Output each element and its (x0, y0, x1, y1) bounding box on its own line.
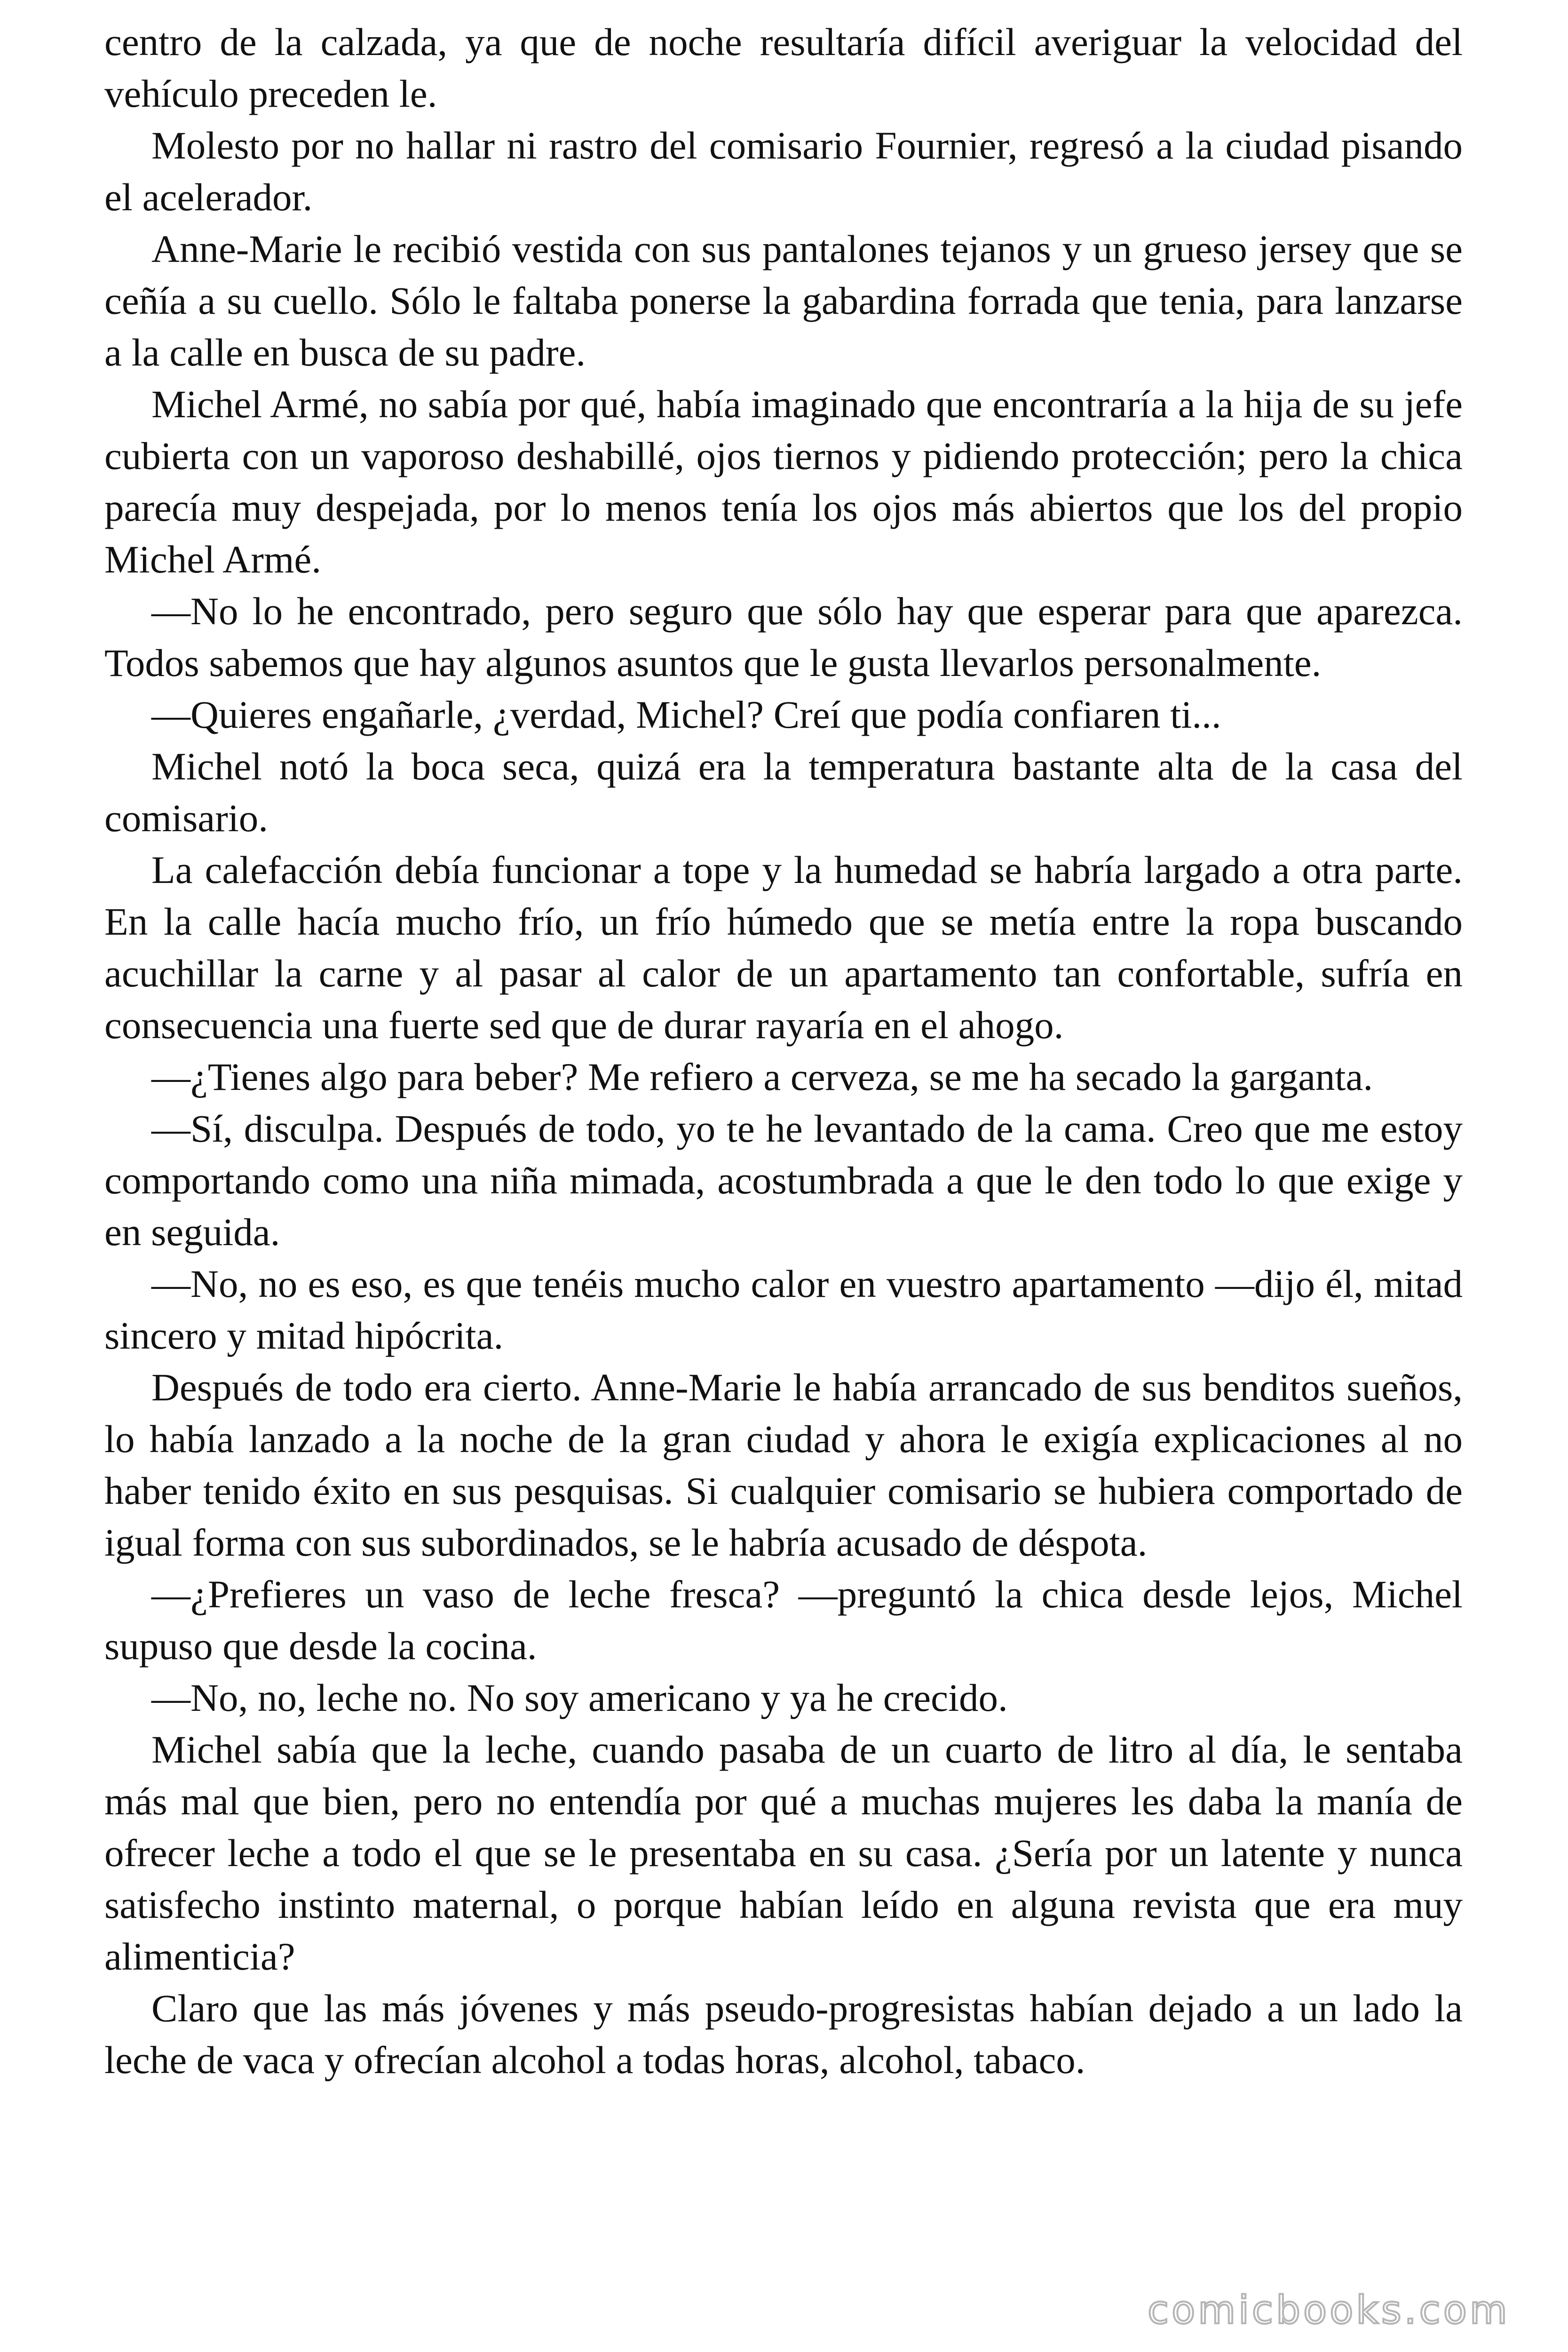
paragraph: Anne-Marie le recibió vestida con sus pantalones tejanos y un grueso jersey que se ceñía a su cuello. Sólo le faltaba ponerse la gabardina forrada que tenia, para lanzarse a la calle en busca de su padre. (104, 227, 1463, 374)
dialogue-paragraph: —No lo he encontrado, pero seguro que sólo hay que esperar para que aparezca. Todos sabemos que hay algunos asuntos que le gusta llevarlos personalmente. (104, 589, 1463, 684)
dialogue-paragraph: —¿Prefieres un vaso de leche fresca? —preguntó la chica desde lejos, Michel supuso que desde la cocina. (104, 1573, 1463, 1668)
paragraph-continued: centro de la calzada, ya que de noche resultaría difícil averiguar la velocidad del vehículo preceden le. (104, 20, 1463, 115)
paragraph: Michel notó la boca seca, quizá era la temperatura bastante alta de la casa del comisario. (104, 745, 1463, 840)
paragraph: Molesto por no hallar ni rastro del comisario Fournier, regresó a la ciudad pisando el acelerador. (104, 124, 1463, 219)
document-page (104, 16, 1463, 2086)
paragraph: Michel sabía que la leche, cuando pasaba de un cuarto de litro al día, le sentaba más mal que bien, pero no entendía por qué a muchas mujeres les daba la manía de ofrecer leche a todo el que se le presentaba en su casa. ¿Sería por un latente y nunca satisfecho instinto maternal, o porque habían leído en alguna revista que era muy alimenticia? (104, 1728, 1463, 1978)
dialogue-paragraph: —No, no, leche no. No soy americano y ya he crecido. (151, 1676, 1008, 1719)
paragraph: Michel Armé, no sabía por qué, había imaginado que encontraría a la hija de su jefe cubierta con un vaporoso deshabillé, ojos tiernos y pidiendo protección; pero la chica parecía muy despejada, por lo menos tenía los ojos más abiertos que los del propio Michel Armé. (104, 382, 1463, 581)
paragraph: Después de todo era cierto. Anne-Marie le había arrancado de sus benditos sueños, lo había lanzado a la noche de la gran ciudad y ahora le exigía explicaciones al no haber tenido éxito en sus pesquisas. Si cualquier comisario se hubiera comportado de igual forma con sus subordinados, se le habría acusado de déspota. (104, 1366, 1463, 1564)
dialogue-paragraph: —Sí, disculpa. Después de todo, yo te he levantado de la cama. Creo que me estoy comportando como una niña mimada, acostumbrada a que le den todo lo que exige y en seguida. (104, 1107, 1463, 1254)
dialogue-paragraph: —Quieres engañarle, ¿verdad, Michel? Creí que podía confiaren ti... (151, 693, 1221, 736)
dialogue-paragraph: —¿Tienes algo para beber? Me refiero a cerveza, se me ha secado la garganta. (151, 1055, 1373, 1098)
dialogue-paragraph: —No, no es eso, es que tenéis mucho calor en vuestro apartamento —dijo él, mitad sincero y mitad hipócrita. (104, 1262, 1463, 1357)
paragraph: La calefacción debía funcionar a tope y la humedad se habría largado a otra parte. En la calle hacía mucho frío, un frío húmedo que se metía entre la ropa buscando acuchillar la carne y al pasar al calor de un apartamento tan confortable, sufría en consecuencia una fuerte sed que de durar rayaría en el ahogo. (104, 848, 1463, 1047)
paragraph: Claro que las más jóvenes y más pseudo-progresistas habían dejado a un lado la leche de vaca y ofrecían alcohol a todas horas, alcohol, tabaco. (104, 1986, 1463, 2082)
watermark-logo: comicbooks.com (1148, 2288, 1510, 2333)
